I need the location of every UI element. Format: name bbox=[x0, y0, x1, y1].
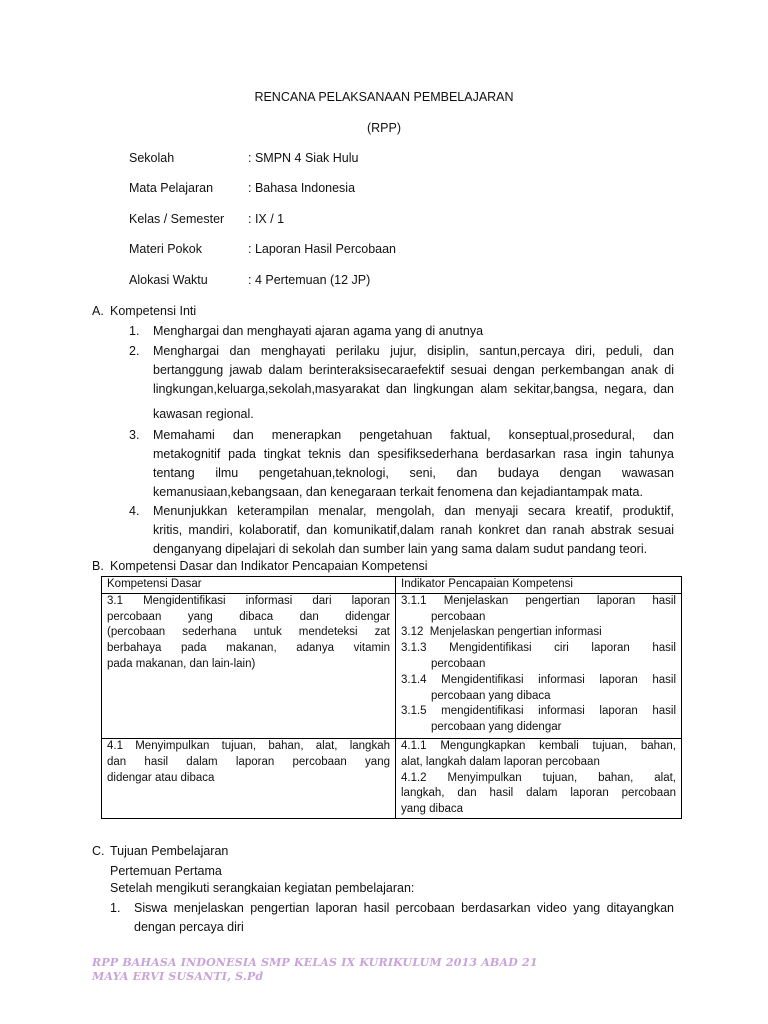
table-header-cell: Indikator Pencapaian Kompetensi bbox=[396, 577, 682, 594]
section-c-marker: C. bbox=[92, 844, 105, 858]
identity-label: Kelas / Semester bbox=[129, 212, 225, 226]
list-text bbox=[153, 426, 674, 502]
text-line: percobaan yang dibaca dan didengar bbox=[107, 610, 390, 623]
text-line: alat, langkah dalam laporan percobaan bbox=[401, 755, 600, 768]
text-line: yang dibaca bbox=[401, 803, 464, 816]
indicator-item bbox=[401, 704, 676, 736]
list-text bbox=[134, 899, 674, 937]
document-title: RENCANA PELAKSANAAN PEMBELAJARAN bbox=[254, 90, 514, 104]
footer-line: RPP BAHASA INDONESIA SMP KELAS IX KURIKULUM 2013 ABAD 21 bbox=[92, 956, 538, 969]
table-header-row bbox=[102, 577, 682, 594]
competency-table bbox=[101, 576, 682, 819]
list-number: 2. bbox=[129, 344, 140, 358]
text-line: 3.1.1 Menjelaskan pengertian laporan hasil bbox=[401, 594, 676, 607]
identity-row bbox=[129, 181, 355, 195]
text-line: tentang ilmu pengetahuan,teknologi, seni, dan budaya dengan wawasan bbox=[153, 466, 674, 480]
identity-value: : IX / 1 bbox=[248, 212, 285, 226]
text-line: percobaan bbox=[431, 657, 486, 670]
list-item bbox=[129, 322, 674, 341]
text-line: 3.1 Mengidentifikasi informasi dari laporan bbox=[107, 594, 390, 607]
footer-line: MAYA ERVI SUSANTI, S.Pd bbox=[92, 970, 264, 983]
list-item bbox=[110, 899, 674, 937]
section-b-marker: B. bbox=[92, 559, 104, 573]
section-b-title: Kompetensi Dasar dan Indikator Pencapaian Kompetensi bbox=[110, 559, 428, 573]
identity-row bbox=[129, 242, 396, 256]
list-text bbox=[153, 502, 674, 559]
indicator-item bbox=[401, 739, 676, 771]
indicator-item bbox=[401, 771, 676, 818]
text-line: dan hasil dalam laporan percobaan yang bbox=[107, 755, 390, 768]
indicator-item bbox=[401, 625, 676, 641]
text-line: 3.1.5 mengidentifikasi informasi laporan hasil bbox=[401, 705, 676, 718]
list-number: 1. bbox=[110, 901, 121, 915]
text-line: 4.1 Menyimpulkan tujuan, bahan, alat, langkah bbox=[107, 739, 390, 752]
objective-intro: Setelah mengikuti serangkaian kegiatan pembelajaran: bbox=[110, 881, 415, 895]
list-item bbox=[129, 426, 674, 502]
section-a-marker: A. bbox=[92, 304, 104, 318]
table-header-cell: Kompetensi Dasar bbox=[102, 577, 396, 594]
text-line: 4.1.1 Mengungkapkan kembali tujuan, bahan, bbox=[401, 739, 676, 752]
text-line: didengar atau dibaca bbox=[107, 771, 215, 784]
identity-label: Sekolah bbox=[129, 151, 175, 165]
text-line: kemanusiaan,kebangsaan, dan kenegaraan terkait fenomena dan kejadiantampak mata. bbox=[153, 485, 643, 499]
text-line: 4.1.2 Menyimpulkan tujuan, bahan, alat, bbox=[401, 771, 676, 784]
table-cell-kd bbox=[102, 738, 396, 818]
text-line: percobaan yang didengar bbox=[431, 721, 562, 734]
list-text bbox=[153, 342, 674, 424]
section-c-title: Tujuan Pembelajaran bbox=[110, 844, 229, 858]
identity-value: : 4 Pertemuan (12 JP) bbox=[248, 273, 371, 287]
table-row bbox=[102, 738, 682, 818]
text-line: 3.1.3 Mengidentifikasi ciri laporan hasil bbox=[401, 642, 676, 655]
identity-value: : Laporan Hasil Percobaan bbox=[248, 242, 397, 256]
text-line: dengan percaya diri bbox=[134, 920, 244, 934]
identity-value: : SMPN 4 Siak Hulu bbox=[248, 151, 359, 165]
text-line: 3.12 Menjelaskan pengertian informasi bbox=[401, 626, 602, 639]
text-line: langkah, dan hasil dalam laporan percobaan bbox=[401, 787, 676, 800]
text-line: Memahami dan menerapkan pengetahuan faktual, konseptual,prosedural, dan bbox=[153, 428, 674, 442]
list-item bbox=[129, 502, 674, 559]
text-line: lingkungan,keluarga,sekolah,masyarakat dan lingkungan alam sekitar,bangsa, negara, dan bbox=[153, 382, 674, 396]
identity-label: Alokasi Waktu bbox=[129, 273, 208, 287]
text-line: pada makanan, dan lain-lain) bbox=[107, 657, 256, 670]
text-line: kawasan regional. bbox=[153, 407, 254, 421]
text-line: denganyang dipelajari di sekolah dan sumber lain yang sama dalam sudut pandang teori. bbox=[153, 542, 648, 556]
text-line: 3.1.4 Mengidentifikasi informasi laporan hasil bbox=[401, 673, 676, 686]
list-text bbox=[153, 322, 674, 341]
identity-row bbox=[129, 273, 370, 287]
text-line: berbahaya pada makanan, adanya vitamin bbox=[107, 642, 390, 655]
list-item bbox=[129, 342, 674, 424]
list-number: 3. bbox=[129, 428, 140, 442]
text-line: percobaan yang dibaca bbox=[431, 689, 551, 702]
indicator-item bbox=[401, 641, 676, 673]
text-line: Menghargai dan menghayati ajaran agama yang di anutnya bbox=[153, 324, 484, 338]
list-number: 4. bbox=[129, 504, 140, 518]
list-number: 1. bbox=[129, 324, 140, 338]
identity-row bbox=[129, 151, 358, 165]
section-a-title: Kompetensi Inti bbox=[110, 304, 197, 318]
text-line: Menunjukkan keterampilan menalar, mengolah, dan menyaji secara kreatif, produktif, bbox=[153, 504, 674, 518]
indicator-item bbox=[401, 594, 676, 626]
meeting-label: Pertemuan Pertama bbox=[110, 864, 222, 878]
text-line: (percobaan sederhana untuk mendeteksi zat bbox=[107, 626, 390, 639]
text-line: Siswa menjelaskan pengertian laporan hasil percobaan berdasarkan video yang ditayangkan bbox=[134, 901, 674, 915]
indicator-item bbox=[401, 673, 676, 705]
table-row bbox=[102, 593, 682, 738]
text-line: kritis, mandiri, kolaboratif, dan komunikatif,dalam ranah konkret dan ranah abstrak sesuai bbox=[153, 523, 674, 537]
text-line: bertanggung jawab dalam berinteraksisecaraefektif sesuai dengan perkembangan anak di bbox=[153, 363, 674, 377]
text-line: Menghargai dan menghayati perilaku jujur, disiplin, santun,percaya diri, peduli, dan bbox=[153, 344, 674, 358]
text-line: percobaan bbox=[431, 610, 486, 623]
identity-label: Materi Pokok bbox=[129, 242, 202, 256]
identity-value: : Bahasa Indonesia bbox=[248, 181, 356, 195]
document-subtitle: (RPP) bbox=[366, 121, 402, 135]
identity-row bbox=[129, 212, 284, 226]
table-cell-kd bbox=[102, 593, 396, 738]
identity-label: Mata Pelajaran bbox=[129, 181, 214, 195]
table-cell-indicators bbox=[396, 738, 682, 818]
table-cell-indicators bbox=[396, 593, 682, 738]
text-line: metakognitif pada tingkat teknis dan spesifiksederhana berdasarkan rasa ingin tahunya bbox=[153, 447, 674, 461]
